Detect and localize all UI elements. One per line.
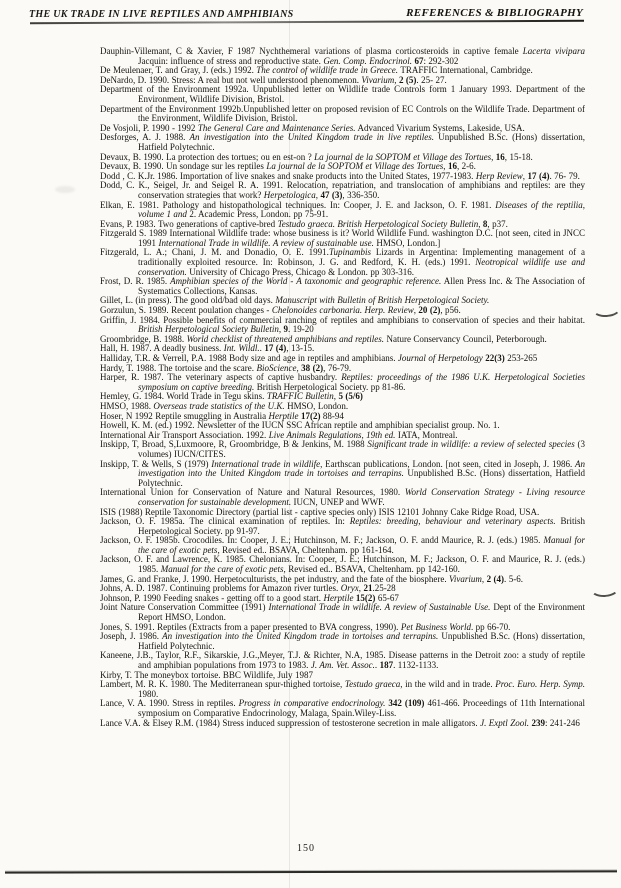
reference-entry: Jones, S. 1991. Reptiles (Extracts from a paper presented to BVA congress, 1990). Pet Business World. pp 66-70.: [100, 621, 511, 632]
reference-entry: Hoser, N 1992 Reptile smuggling in Australia Herptile 17(2) 88-94: [100, 410, 344, 421]
reference-entry: Hemley, G. 1984. World Trade in Tegu skins. TRAFFIC Bulletin, 5 (5/6): [100, 391, 363, 402]
reference-entry: Kirby, T. The moneybox tortoise. BBC Wildlife, July 1987: [100, 669, 313, 680]
reference-entry: Devaux, B. 1990. Un sondage sur les reptiles La journal de la SOPTOM et Village des Tortues, 16, 2-6.: [100, 161, 476, 172]
reference-entry: Griffin, J. 1984. Possible benefits of commercial ranching of reptiles and amphibians to conservation of species and their habitat. British Herpetological Society Bulletin, 9. 19-20: [100, 314, 585, 335]
reference-entry: Jackson, O. F. 1985a. The clinical examination of reptiles. In: Reptiles: breeding, behaviour and veterinary aspects. British Herpetological Society. pp 91-97.: [100, 516, 585, 536]
reference-entry: James, G. and Franke, J. 1990. Herpetoculturists, the pet industry, and the fate of the biosphere. Vivarium, 2 (4). 5-6.: [100, 573, 523, 584]
reference-entry: De Meulenaer, T. and Gray, J. (eds.) 1992. The control of wildlife trade in Greece. TRAFFIC International, Cambridge.: [100, 65, 533, 76]
reference-entry: Jackson, O. F. and Lawrence, K. 1985. Chelonians. In: Cooper, J. E.; Hutchinson, M. F.; Jackson, O. F. and Maurice, R. J. (eds.) 1985. Manual for the care of exotic pets, Revised ed.. BSAVA, Cheltenham. pp 142-160.: [100, 554, 585, 575]
reference-entry: Kaneene, J.B., Taylor, R.F., Sikarskie, J.G.,Meyer, T.J. & Richter, N.A, 1985. Disease patterns in the Detroit zoo: a study of reptile and amphibian populations from 1973 to 1983. J. Am. Vet. Assoc.. 187. 1132-1133.: [100, 650, 585, 670]
reference-entry: Johnson, P. 1990 Feeding snakes - getting off to a good start. Herptile 15(2) 65-67: [100, 592, 399, 603]
reference-entry: Devaux, B. 1990. La protection des tortues; ou en est-on ? La journal de la SOPTOM et Village des Tortues, 16, 15-18.: [100, 151, 533, 162]
reference-entry: Department of the Environment 1992b.Unpublished letter on proposed revision of EC Controls on the Wildlife Trade. Department of the Environment, Wildlife Division, Bristol.: [100, 103, 585, 124]
reference-entry: De Vosjoli, P. 1990 - 1992 The General Care and Maintenance Series. Advanced Vivarium Systems, Lakeside, USA.: [100, 122, 525, 133]
footer-rule: [5, 870, 617, 873]
reference-entry: Joint Nature Conservation Committee (1991) International Trade in wildlife. A review of Sustainable Use. Dept of the Environment Report HMSO, London.: [100, 602, 585, 623]
reference-entry: Inskipp, T. & Wells, S (1979) International trade in wildlife, Earthscan publications, London. [not seen, cited in Joseph, J. 1986. An investigation into the United Kingdom trade in tortoises and terrapins. Unpublished B.Sc. (Hons) dissertation, Hatfield Polytechnic.: [100, 458, 585, 488]
running-header-document-title: THE UK TRADE IN LIVE REPTILES AND AMPHIBIANS: [29, 9, 294, 20]
reference-entry: Fitzgerald S. 1989 International Wildlife trade: whose business is it? World Wildlife Fund. washington D.C. [not seen, cited in JNCC 1991 International Trade in wildlife. A review of sustainable use. HMSO, London.]: [100, 228, 585, 248]
reference-list: [100, 47, 585, 728]
reference-entry: Lambert, M. R. K. 1980. The Mediterranean spur-thighed tortoise, Testudo graeca, in the wild and in trade. Proc. Euro. Herp. Symp. 1980.: [100, 679, 585, 699]
reference-entry: International Air Transport Association. 1992. Live Animals Regulations, 19th ed. IATA, Montreal.: [100, 429, 458, 440]
reference-entry: Howell, K. M. (ed.) 1992. Newsletter of the IUCN SSC African reptile and amphibian specialist group. No. 1.: [100, 420, 500, 431]
reference-entry: Harper, R. 1987. The veterinary aspects of captive husbandry. Reptiles: proceedings of the 1986 U.K. Herpetological Societies symposium on captive breeding. British Herpetological Society. pp 81-86.: [100, 372, 585, 392]
reference-entry: Johns, A. D. 1987. Continuing problems for Amazon river turtles. Oryx, 21.25-28: [100, 583, 396, 594]
reference-entry: Dauphin-Villemant, C & Xavier, F 1987 Nychthemeral variations of plasma corticosteroids in captive female Lacerta vivipara Jacquin: influence of stress and reproductive state. Gen. Comp. Endocrinol. 67: 292-302: [100, 46, 585, 66]
reference-entry: Lance, V. A. 1990. Stress in reptiles. Progress in comparative endocrinology. 342 (109) 461-466. Proceedings of 11th International symposium on Comparative Endocrinology, Malaga, Spain.Wiley-Liss.: [100, 698, 585, 718]
reference-entry: HMSO, 1988. Overseas trade statistics of the U.K. HMSO, London.: [100, 400, 349, 411]
running-header-section-title: REFERENCES & BIBLIOGRAPHY: [406, 7, 583, 19]
header-rule: [30, 20, 584, 24]
reference-entry: ISIS (1988) Reptile Taxonomic Directory (partial list - captive species only) ISIS 12101 Johnny Cake Ridge Road, USA.: [100, 506, 540, 517]
reference-entry: Lance V.A. & Elsey R.M. (1984) Stress induced suppression of testosterone secretion in male alligators. J. Exptl Zool. 239: 241-246: [100, 717, 580, 728]
reference-entry: Desforges, A. J. 1988. An investigation into the United Kingdom trade in live reptiles. Unpublished B.Sc. (Hons) dissertation, Hatfield Polytechnic.: [100, 132, 585, 152]
reference-entry: Inskipp, T, Broad, S,Luxmoore, R, Groombridge, B & Jenkins, M. 1988 Significant trade in wildlife: a review of selected species (3 volumes) IUCN/CITES.: [100, 439, 585, 459]
page-number: 150: [297, 843, 315, 854]
reference-entry: Evans, P. 1983. Two generations of captive-bred Testudo graeca. British Herpetological Society Bulletin, 8, p37.: [100, 218, 508, 229]
reference-entry: Hall, H. 1987. A deadly business. Int. Wildl.. 17 (4), 13-15.: [100, 343, 315, 354]
reference-entry: Jackson, O. F. 1985b. Crocodiles. In: Cooper, J. E.; Hutchinson, M. F.; Jackson, O. F. andd Maurice, R. J. (eds.) 1985. Manual for the care of exotic pets, Revised ed.. BSAVA, Cheltenham. pp 161-164.: [100, 535, 585, 555]
reference-entry: Hardy, T. 1988. The tortoise and the scare. BioScience, 38 (2), 76-79.: [100, 362, 352, 373]
scan-mark-bottom: [590, 579, 620, 597]
scan-mark-top: [591, 299, 621, 318]
reference-entry: Dodd, C. K., Seigel, Jr. and Seigel R. A. 1991. Relocation, repatriation, and translocation of amphibians and reptiles: are they conservation strategies that work? Herpetologica, 47 (3), 336-350.: [100, 180, 585, 200]
reference-entry: Gorzulun, S. 1989. Recent poulation changes - Chelonoides carbonaria. Herp. Review, 20 (2), p56.: [100, 305, 461, 316]
reference-entry: Elkan, E. 1981. Pathology and histopathological techniques. In: Cooper, J. E. and Jackson, O. F. 1981. Diseases of the reptilia, volume 1 and 2. Academic Press, London. pp 75-91.: [100, 199, 585, 220]
reference-entry: International Union for Conservation of Nature and Natural Resources, 1980. World Conservation Strategy - Living resource conservation for sustainable development. IUCN, UNEP and WWF.: [100, 487, 585, 507]
reference-entry: Dodd , C. K.Jr. 1986. Importation of live snakes and snake products into the United States, 1977-1983. Herp Review, 17 (4). 76- 79.: [100, 170, 580, 181]
reference-entry: Gillet, L. (in press). The good old/bad old days. Manuscript with Bulletin of British Herpetological Society.: [100, 295, 490, 306]
reference-entry: Groombridge, B. 1988. World checklist of threatened amphibians and reptiles. Nature Conservancy Council, Peterborough.: [100, 333, 547, 344]
reference-entry: Department of the Environment 1992a. Unpublished letter on Wildlife trade Controls form 1 January 1993. Department of the Environment, Wildlife Division, Bristol.: [100, 84, 585, 104]
scan-smudge: [55, 186, 75, 193]
reference-entry: Fitzgerald, L. A.; Chani, J. M. and Donadio, O. E. 1991.Tupinambis Lizards in Argentina: Implementing management of a traditionally exploited resource. In: Robinson, J. G. and Redford, K. H. (eds.) 1991. Neotropical wildlife use and conservation. University of Chicago Press, Chicago & London. pp 303-316.: [100, 247, 585, 277]
reference-entry: DeNardo, D. 1990. Stress: A real but not well understood phenomenon. Vivarium, 2 (5). 25- 27.: [100, 74, 447, 85]
reference-entry: Halliday, T.R. & Verrell, P.A. 1988 Body size and age in reptiles and amphibians. Journal of Herpetology 22(3) 253-265: [100, 353, 538, 363]
reference-entry: Joseph, J. 1986. An investigation into the United Kingdom trade in tortoises and terrapins. Unpublished B.Sc. (Hons) dissertation, Hatfield Polytechnic.: [100, 631, 585, 651]
scan-fold-line: [289, 0, 290, 888]
reference-entry: Frost, D. R. 1985. Amphibian species of the World - A taxonomic and geographic reference. Allen Press Inc. & The Association of Systematics Collections, Kansas.: [100, 276, 586, 296]
